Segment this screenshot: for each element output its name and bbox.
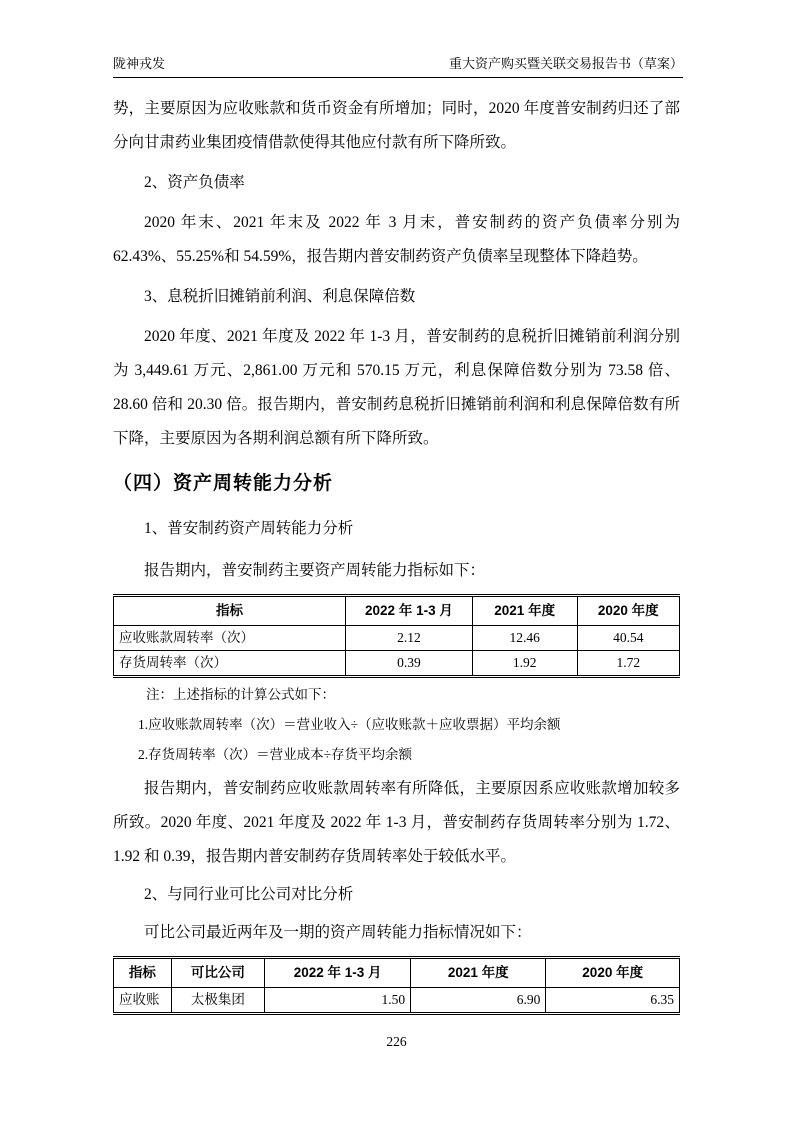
heading-debt-ratio: 2、资产负债率	[144, 174, 245, 191]
sub-heading-peer-comparison: 2、与同行业可比公司对比分析	[144, 886, 354, 903]
table-notes	[113, 680, 680, 770]
turnover-indicators-table	[113, 594, 680, 678]
col-header-2022: 2022 年 1-3 月	[346, 596, 473, 626]
header-company: 陇神戎发	[113, 56, 166, 71]
peer-company-name: 太极集团	[171, 988, 264, 1014]
lead-in-table2: 可比公司最近两年及一期的资产周转能力指标情况如下：	[144, 924, 532, 941]
page-number: 226	[386, 1034, 407, 1049]
table-row	[114, 988, 680, 1014]
table-header-row	[114, 958, 680, 988]
paragraph-debt-ratio: 2020 年末、2021 年末及 2022 年 3 月末，普安制药的资产负债率分别为 62.43%、55.25%和 54.59%，报告期内普安制药资产负债率呈现整体下降趋势。	[113, 214, 680, 265]
value-receivable-2021: 12.46	[472, 626, 577, 651]
peer-value-2020: 6.35	[546, 988, 680, 1014]
value-inventory-2020: 1.72	[577, 651, 679, 677]
col-header-2020: 2020 年度	[546, 958, 680, 988]
value-receivable-2020: 40.54	[577, 626, 679, 651]
lead-in-table1: 报告期内，普安制药主要资产周转能力指标如下：	[144, 562, 486, 579]
value-receivable-2022: 2.12	[346, 626, 473, 651]
section-heading-turnover: （四）资产周转能力分析	[113, 473, 334, 494]
peer-value-2021: 6.90	[411, 988, 546, 1014]
paragraph-carryover: 势，主要原因为应收账款和货币资金有所增加；同时，2020 年度普安制药归还了部分向甘肃药业集团疫情借款使得其他应付款有所下降所致。	[113, 100, 680, 151]
note-formula-1: 1.应收账款周转率（次）＝营业收入÷（应收账款＋应收票据）平均余额	[138, 717, 561, 732]
row-label-receivable-turnover: 应收账款周转率（次）	[114, 626, 346, 651]
table-row	[114, 626, 680, 651]
heading-ebitda: 3、息税折旧摊销前利润、利息保障倍数	[144, 288, 416, 305]
col-header-2022: 2022 年 1-3 月	[265, 958, 411, 988]
col-header-2021: 2021 年度	[472, 596, 577, 626]
col-header-peer-company: 可比公司	[171, 958, 264, 988]
col-header-indicator: 指标	[114, 958, 172, 988]
row-label-receivable: 应收账	[114, 988, 172, 1014]
value-inventory-2021: 1.92	[472, 651, 577, 677]
paragraph-ebitda: 2020 年度、2021 年度及 2022 年 1-3 月，普安制药的息税折旧摊销前利润分别为 3,449.61 万元、2,861.00 万元和 570.15 万元，利息保障倍数分别为 73.58 倍、28.60 倍和 20.30 倍。报告期内，普安制药息税折旧摊销前利润和利息保障倍数有所下降，主要原因为各期利润总额有所下降所致。	[113, 328, 680, 447]
note-formula-2: 2.存货周转率（次）＝营业成本÷存货平均余额	[138, 747, 413, 762]
running-header	[113, 53, 683, 78]
header-report-title: 重大资产购买暨关联交易报告书（草案）	[448, 56, 683, 71]
table-header-row	[114, 596, 680, 626]
note-title: 注：上述指标的计算公式如下：	[146, 687, 335, 702]
table-row	[114, 651, 680, 677]
peer-comparison-table	[113, 956, 680, 1015]
sub-heading-puan-turnover: 1、普安制药资产周转能力分析	[144, 520, 354, 537]
col-header-2020: 2020 年度	[577, 596, 679, 626]
peer-value-2022: 1.50	[265, 988, 411, 1014]
value-inventory-2022: 0.39	[346, 651, 473, 677]
col-header-2021: 2021 年度	[411, 958, 546, 988]
page-body	[113, 92, 680, 1015]
paragraph-analysis: 报告期内，普安制药应收账款周转率有所降低，主要原因系应收账款增加较多所致。2020 年度、2021 年度及 2022 年 1-3 月，普安制药存货周转率分别为 1.72、1.92 和 0.39，报告期内普安制药存货周转率处于较低水平。	[113, 780, 680, 865]
col-header-indicator: 指标	[114, 596, 346, 626]
row-label-inventory-turnover: 存货周转率（次）	[114, 651, 346, 677]
